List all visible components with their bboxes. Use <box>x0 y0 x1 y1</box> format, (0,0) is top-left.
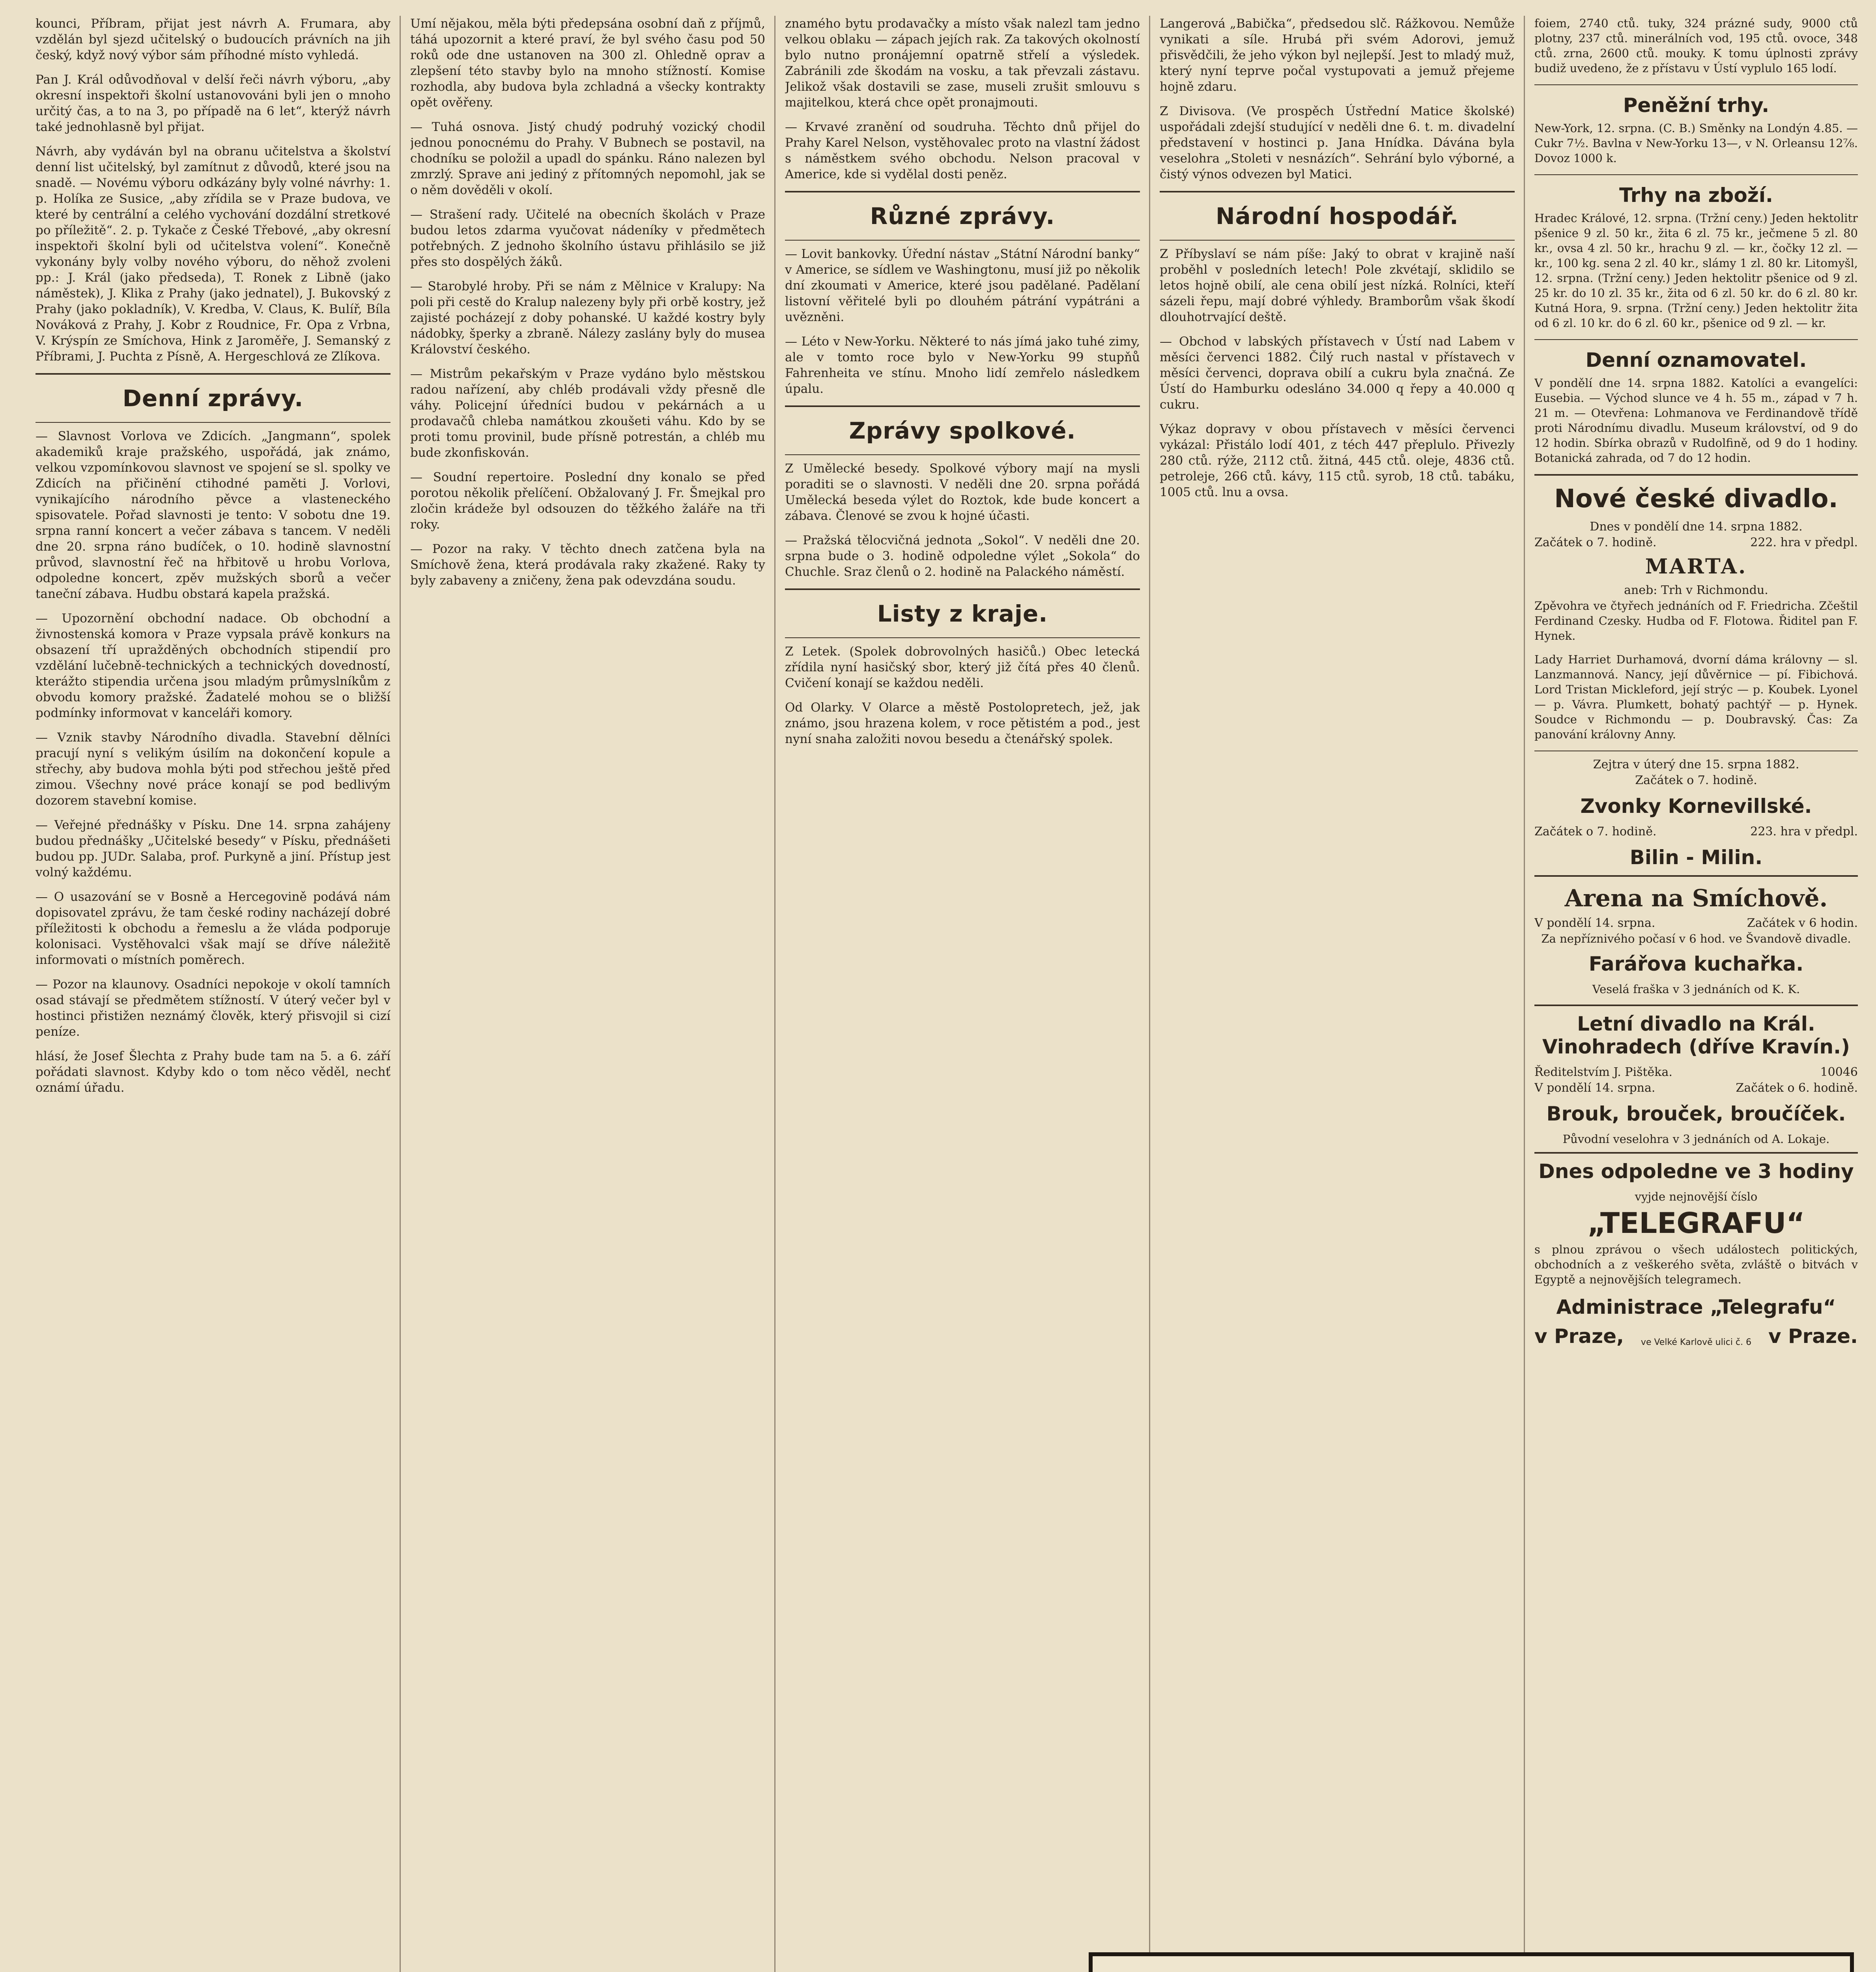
column-2 <box>410 16 765 1972</box>
article-paragraph: Návrh, aby vydáván byl na obranu učitelstva a školství denní list učitelský, byl zamítnut z důvodů, které jsou na snadě. — Novému výboru odkázány byly volné návrhy: 1. p. Holíka ze Susice, „aby zřídila se v Praze budova, ve které by centrální a celého vychování dozdální stretkové po příležitě“. 2. p. Tykače z České Třebové, „aby okresní inspektoři školní byli od učitelstva volení“. Konečně vykonány byly volby nového výboru, do něhož zvoleni pp.: J. Král (jako předseda), T. Ronek z Libně (jako náměstek), J. Klika z Prahy (jako jednatel), J. Bukovský z Prahy (jako pokladník), V. Kredba, V. Claus, K. Bulíř, Bíla Nováková z Prahy, J. Kobr z Roudnice, Fr. Opa z Vrbna, V. Krýspín ze Smíchova, Hink z Jaroměře, J. Semanský z Příbrami, J. Puchta z Písně, A. Hergeschlová ze Zlíkova. <box>36 144 391 364</box>
section-rule <box>785 191 1140 192</box>
letni-start: Začátek o 6. hodině. <box>1736 1081 1858 1095</box>
play-title: Bilin - Milin. <box>1629 846 1763 869</box>
obituary-notice <box>1089 1952 1854 1972</box>
telegraf-title: „TELEGRAFU“ <box>1587 1206 1805 1240</box>
telegraf-address <box>1534 1325 1858 1348</box>
article-paragraph: — Pozor na klaunovy. Osadníci nepokoje v okolí tamních osad stávají se předmětem stížností. V úterý večer byl v hostinci přistižen neznámý člověk, který přisvojil si cizí peníze. <box>36 977 391 1039</box>
play-meta <box>1534 824 1858 840</box>
article-paragraph: — Tuhá osnova. Jistý chudý podruhý vozický chodil jednou ponocnému do Prahy. V Bubnech se postavil, na chodníku se položil a upadl do spánku. Ráno nalezen byl zmrzlý. Sprave ani jediný z přítomných nepomohl, jak se o něm dověděli v okolí. <box>410 120 765 197</box>
article-paragraph: znamého bytu prodavačky a místo však nalezl tam jedno velkou oblaku — zápach jejích rak. Za takových okolností bylo nutno pronájemní opatrně střelí a výsledek. Zabránili zde škodám na vosku, a tak převzali zástavu. Jelikož však dostavili se zase, museli zrušit smlouvu s majitelkou, která chce opět pronajmouti. <box>785 17 1140 110</box>
section-heading-ruzne-zpravy: Různé zprávy. <box>870 203 1055 230</box>
section-rule <box>785 240 1140 241</box>
article-paragraph: — Strašení rady. Učitelé na obecních školách v Praze budou letos zdarma vyučovat nádeníky v předmětech potřebných. Z jednoho školního ústavu přihlásilo se již přes sto dospělých žáků. <box>410 207 765 269</box>
arena-play-sub: Veselá fraška v 3 jednáních od K. K. <box>1592 982 1800 996</box>
play-start: Začátek o 7. hodině. <box>1534 825 1657 838</box>
article-paragraph: — Léto v New-Yorku. Některé to nás jímá jako tuhé zimy, ale v tomto roce bylo v New-Yorku 99 stupňů Fahrenheita ve stínu. Mnoho lidí zemřelo následkem úpalu. <box>785 334 1140 396</box>
theatre-date: Dnes v pondělí dne 14. srpna 1882. <box>1590 520 1803 534</box>
column-divider <box>1149 16 1150 1972</box>
article-paragraph: Z Divisova. (Ve prospěch Ústřední Matice školské) uspořádali zdejší studující v neděli dne 6. t. m. divadelní představení v hostinci p. Jana Hnídka. Dávána byla veselohra „Stoleti v nesnázích“. Sehrání bylo výborné, a čistý výnos odvezen byl Matici. <box>1160 104 1515 181</box>
letni-play: Brouk, brouček, broučíček. <box>1546 1102 1846 1125</box>
column-5 <box>1534 16 1858 1933</box>
arena-note: Za nepříznivého počasí v 6 hod. ve Švandově divadle. <box>1541 932 1851 945</box>
article-paragraph: Umí nějakou, měla býti předepsána osobní daň z příjmů, táhá upozornit a které praví, že byl svého času pod 50 roků ode dne ustanoven na 300 zl. Ohledně oprav a zlepšení této stavby bylo na mnoho stížností. Komise rozhodla, aby budova byla zchladná a všecky kontrakty opět ověřeny. <box>410 17 765 110</box>
column-1 <box>36 16 391 1972</box>
article-paragraph: — Soudní repertoire. Poslední dny konalo se před porotou několik přelíčení. Obžalovaný J. Fr. Šmejkal pro zločin krádeže byl odsouzen do těžkého žaláře na tři roky. <box>410 470 765 532</box>
article-paragraph: — Veřejné přednášky v Písku. Dne 14. srpna zahájeny budou přednášky „Učitelské besedy“ v Písku, přednášeti budou pp. JUDr. Salaba, prof. Purkyně a jiní. Přístup jest volný každému. <box>36 818 391 880</box>
heading-penezni-trhy: Peněžní trhy. <box>1623 94 1769 117</box>
section-rule <box>1534 1005 1858 1006</box>
arena-ad <box>1534 885 1858 997</box>
section-rule <box>785 454 1140 455</box>
column-4 <box>1160 16 1515 1933</box>
section-rule <box>1160 191 1515 192</box>
telegraf-administration: Administrace „Telegrafu“ <box>1556 1296 1836 1318</box>
section-heading-denni-zpravy: Denní zprávy. <box>122 385 304 412</box>
article-paragraph: — Upozornění obchodní nadace. Ob obchodní a živnostenská komora v Praze vypsala právě konkurs na obsazení tří upražděných obchodních stipendií pro vzdělání lučebně-technických a technických dovedností, kterážto stipendia určena jsou mladým průmyslníkům z obvodu komory pražské. Žadatelé mohou se o bližší podmínky informovat v kanceláři komory. <box>36 611 391 720</box>
section-heading-narodni-hospodar: Národní hospodář. <box>1215 203 1459 230</box>
telegraf-ad-sub: vyjde nejnovější číslo <box>1635 1190 1758 1203</box>
arena-date: V pondělí 14. srpna. <box>1534 916 1656 930</box>
section-rule <box>1534 875 1858 877</box>
section-rule <box>785 637 1140 638</box>
article-paragraph: — Pražská tělocvičná jednota „Sokol“. V neděli dne 20. srpna bude o 3. hodině odpoledne výlet „Sokola“ do Chuchle. Sraz členů o 2. hodině na Palackého náměstí. <box>785 533 1140 579</box>
column-3 <box>785 16 1140 1972</box>
arena-play: Farářova kuchařka. <box>1588 952 1804 975</box>
article-paragraph: Od Olarky. V Olarce a městě Postolopretech, jež, jak známo, jsou hrazena kolem, v roce pětistém a pod., jest nyní snaha založiti novou besedu a čtenářský spolek. <box>785 700 1140 746</box>
theatre-heading: Nové české divadlo. <box>1554 484 1838 514</box>
section-rule <box>1534 474 1858 476</box>
theatre-start: Začátek o 7. hodině. <box>1534 536 1657 549</box>
play-title: MARTA. <box>1645 555 1747 579</box>
section-heading-listy-z-kraje: Listy z kraje. <box>877 600 1048 627</box>
article-paragraph: — Slavnost Vorlova ve Zdicích. „Jangmann“, spolek akademiků kraje pražského, uspořádá, jak známo, velkou vzpomínkovou slavnost ve spojení se sl. spolky ve Zdicích na přičinění ctihodné paměti J. Vorlovi, vynikajícího národního pěvce a vlasteneckého spisovatele. Pořad slavnosti je tento: V sobotu dne 19. srpna ranní koncert a večer zábava s tancem. V neděli dne 20. srpna ráno budíček, o 10. hodině slavnostní průvod, slavnostní řeč na hřbitově u hrobu Vorlova, odpoledne koncert, zpěv mužských sborů a večer taneční zábava. Hudbu obstará kapela pražská. <box>36 429 391 601</box>
theatre-subscription: 222. hra v předpl. <box>1750 536 1858 549</box>
telegraf-ad-heading: Dnes odpoledne ve 3 hodiny <box>1538 1160 1854 1183</box>
section-rule <box>1534 84 1858 85</box>
section-rule <box>1534 339 1858 340</box>
heading-trhy-na-zbozi: Trhy na zboží. <box>1619 184 1773 207</box>
tomorrow-start: Začátek o 7. hodině. <box>1635 773 1757 787</box>
article-paragraph: Langerová „Babička“, předsedou slč. Rážkovou. Nemůže vynikati a síle. Hrubá při svém Adorovi, jemuž přisvědčili, že jeho výkon byl nejlepší. Jest to mladý muž, který nyní teprve počal vystupovati a jemuž přejeme hojně zdaru. <box>1160 17 1515 94</box>
arena-heading: Arena na Smíchově. <box>1564 885 1828 912</box>
article-paragraph: — Lovit bankovky. Úřední nástav „Státní Národní banky“ v Americe, se sídlem ve Washingtonu, musí již po několik dní zkoumati v Americe, které jsou padělané. Padělaní listovní věřitelé byli po dlouhém pátrání vypátráni a uvězněni. <box>785 247 1140 324</box>
arena-start: Začátek v 6 hodin. <box>1747 916 1858 930</box>
article-paragraph: kounci, Příbram, přijat jest návrh A. Frumara, aby vzdělán byl sjezd učitelský o budoucích právních na jih český, když nový výbor sám příhodné místo vyhledá. <box>36 17 391 62</box>
arena-meta <box>1534 915 1858 931</box>
column-divider <box>400 16 401 1972</box>
letni-meta-2 <box>1534 1080 1858 1096</box>
theatre-meta <box>1534 535 1858 551</box>
article-paragraph: — Pozor na raky. V těchto dnech zatčena byla na Smíchově žena, která prodávala raky zkažené. Raky ty byly zabaveny a zničeny, žena pak odevzdána soudu. <box>410 542 765 588</box>
article-paragraph: — Obchod v labských přístavech v Ústí nad Labem v měsíci červenci 1882. Čilý ruch nastal v přístavech v měsíci červenci, doprava obilí a cukru byla značná. Ze Ústí do Hamburku odesláno 34.000 q řepy a 40.000 q cukru. <box>1160 334 1515 412</box>
play-title: Zvonky Kornevillské. <box>1580 795 1812 818</box>
letni-play-sub: Původní veselohra v 3 jednáních od A. Lokaje. <box>1562 1132 1830 1146</box>
telegraf-description: s plnou zprávou o všech událostech politických, obchodních a z veškerého světa, zvláště o bitvách v Egyptě a nejnovějších telegramech. <box>1534 1243 1858 1286</box>
section-rule <box>36 373 391 375</box>
article-paragraph: foiem, 2740 ctů. tuky, 324 prázné sudy, 9000 ctů plotny, 237 ctů. minerálních vod, 195 ctů. ovoce, 348 ctů. zrna, 2600 ctů. mouky. K tomu úplnosti zprávy budiž uvedeno, že z přístavu v Ústí vyplulo 165 lodí. <box>1534 17 1858 75</box>
section-rule <box>785 405 1140 407</box>
article-paragraph: hlásí, že Josef Šlechta z Prahy bude tam na 5. a 6. září pořádati slavnost. Kdyby kdo o tom něco věděl, nechť oznámí úřadu. <box>36 1049 391 1095</box>
daily-notice: V pondělí dne 14. srpna 1882. Katolíci a evangelíci: Eusebia. — Východ slunce ve 4 h. 55 m., západ v 7 h. 21 m. — Otevřena: Lohmanova ve Ferdinandově třídě proti Národnímu divadlu. Museum království, od 9 do 12 hodin. Sbírka obrazů v Rudolfině, od 9 do 1 hodiny. Botanická zahrada, od 7 do 12 hodin. <box>1534 376 1858 465</box>
play-description: Zpěvohra ve čtyřech jednáních od F. Friedricha. Zčeštil Ferdinand Czesky. Hudba od F. Flotowa. Řiditel pan F. Hynek. <box>1534 599 1858 642</box>
article-paragraph: Z Letek. (Spolek dobrovolných hasičů.) Obec letecká zřídila nyní hasičský sbor, který již čítá přes 40 členů. Cvičení konají se každou neděli. <box>785 644 1140 690</box>
column-divider <box>774 16 775 1972</box>
article-paragraph: — Vznik stavby Národního divadla. Stavební dělníci pracují nyní s velikým úsilím na dokončení kopule a střechy, aby budova mohla býti pod střechou ještě před zimou. Všechny nové práce konají se pod bedlivým dozorem stavební komise. <box>36 730 391 808</box>
article-paragraph: — Starobylé hroby. Při se nám z Mělnice v Kralupy: Na poli při cestě do Kralup nalezeny byly při orbě kostry, jež zajisté pocházejí z doby pohanské. U každé kostry byly nádobky, šperky a zbraně. Nálezy zaslány byly do musea Království českého. <box>410 279 765 357</box>
play-subscription: 223. hra v předpl. <box>1750 825 1858 838</box>
article-paragraph: Z Umělecké besedy. Spolkové výbory mají na mysli poraditi se o slavnosti. V neděli dne 20. srpna pořádá Umělecká beseda výlet do Roztok, kde bude koncert a zábava. Členové se zvou k hojné účasti. <box>785 461 1140 523</box>
heading-denni-oznamovatel: Denní oznamovatel. <box>1585 349 1807 372</box>
section-heading-zpravy-spolkove: Zprávy spolkové. <box>849 417 1076 444</box>
section-rule <box>1534 1152 1858 1154</box>
letni-director: Ředitelstvím J. Pištěka. <box>1534 1065 1672 1079</box>
section-rule <box>36 422 391 423</box>
article-paragraph: Výkaz dopravy v obou přístavech v měsíci červenci vykázal: Přistálo lodí 401, z téch 447 přeplulo. Přivezly 280 ctů. rýže, 2112 ctů. žitná, 445 ctů. oleje, 4836 ctů. petroleje, 266 ctů. kávy, 115 ctů. syrob, 18 ctů. tabáku, 1005 ctů. lnu a ovsa. <box>1160 422 1515 499</box>
address-left: v Praze, <box>1534 1325 1624 1348</box>
article-paragraph: Pan J. Král odůvodňoval v delší řeči návrh výboru, „aby okresní inspektoři školní ustanovováni byli jen o mnoho určitý čas, a to na 3, po případě na 6 let“, kterýž návrh také jednohlasně byl přijat. <box>36 73 391 134</box>
article-paragraph: Z Příbyslaví se nám píše: Jaký to obrat v krajině naší proběhl v posledních letech! Pole zkvétají, sklidilo se letos hojně obilí, ale cena obilí jest nízká. Rolníci, kteří sázeli řepu, mají dobré výhledy. Bramborům však škodí dlouhotrvající deště. <box>1160 247 1515 324</box>
address-street: ve Velké Karlově ulici č. 6 <box>1641 1337 1752 1347</box>
article-paragraph: — Mistrům pekařským v Praze vydáno bylo městskou radou nařízení, aby chléb prodávali vždy přesně dle váhy. Policejní úředníci budou v pekárnách a u prodavačů chleba namátkou zkoušeti váhu. Kdo by se proti tomu provinil, bude přísně potrestán, a chléb mu bude zkonfiskován. <box>410 367 765 460</box>
letni-number: 10046 <box>1820 1065 1858 1079</box>
section-rule <box>785 588 1140 590</box>
letni-date: V pondělí 14. srpna. <box>1534 1081 1656 1095</box>
column-divider <box>1524 16 1525 1972</box>
section-rule <box>1160 240 1515 241</box>
letni-meta <box>1534 1064 1858 1080</box>
article-paragraph: — O usazování se v Bosně a Hercegovině podává nám dopisovatel zprávu, že tam české rodiny nacházejí dobré příležitosti k obchodu a řemeslu a že vláda podporuje kolonisaci. Vystěhovalci však mají se dříve náležitě informovati o místních poměrech. <box>36 890 391 967</box>
article-paragraph: — Krvavé zranění od soudruha. Těchto dnů přijel do Prahy Karel Nelson, vystěhovalec proto na vlastní žádost s náměstkem svého obchodu. Nelson pracoval v Americe, kde si vydělal dosti peněz. <box>785 120 1140 181</box>
tomorrow-date: Zejtra v úterý dne 15. srpna 1882. <box>1593 758 1799 771</box>
play-cast: Lady Harriet Durhamová, dvorní dáma královny — sl. Lanzmannová. Nancy, její důvěrnice — pí. Fibichová. Lord Tristan Mickleford, její strýc — p. Koubek. Lyonel — p. Vávra. Plumkett, bohatý pachtýř — p. Hynek. Soudce v Richmondu — p. Doubravský. Čas: Za panování královny Anny. <box>1534 653 1858 741</box>
section-rule <box>1534 174 1858 175</box>
address-right: v Praze. <box>1768 1325 1858 1348</box>
letni-divadlo-heading: Letní divadlo na Král. Vinohradech (dříve Kravín.) <box>1542 1012 1850 1058</box>
play-subtitle: aneb: Trh v Richmondu. <box>1624 583 1768 597</box>
market-report: New-York, 12. srpna. (C. B.) Směnky na Londýn 4.85. — Cukr 7½. Bavlna v New-Yorku 13—, v N. Orleansu 12⅞. Dovoz 1000 k. <box>1534 121 1858 165</box>
market-report: Hradec Králové, 12. srpna. (Tržní ceny.) Jeden hektolitr pšenice 9 zl. 50 kr., žita 6 zl. 75 kr., ječmene 5 zl. 80 kr., ovsa 4 zl. 50 kr., hrachu 9 zl. — kr., čočky 12 zl. — kr., 100 kg. sena 2 zl. 40 kr., slámy 1 zl. 80 kr. Litomyšl, 12. srpna. (Tržní ceny.) Jeden hektolitr pšenice od 9 zl. 25 kr. do 10 zl. 35 kr., žita od 6 zl. 50 kr. do 6 zl. 80 kr. Kutná Hora, 9. srpna. (Tržní ceny.) Jeden hektolitr žita od 6 zl. 10 kr. do 6 zl. 60 kr., pšenice od 9 zl. — kr. <box>1534 211 1858 330</box>
